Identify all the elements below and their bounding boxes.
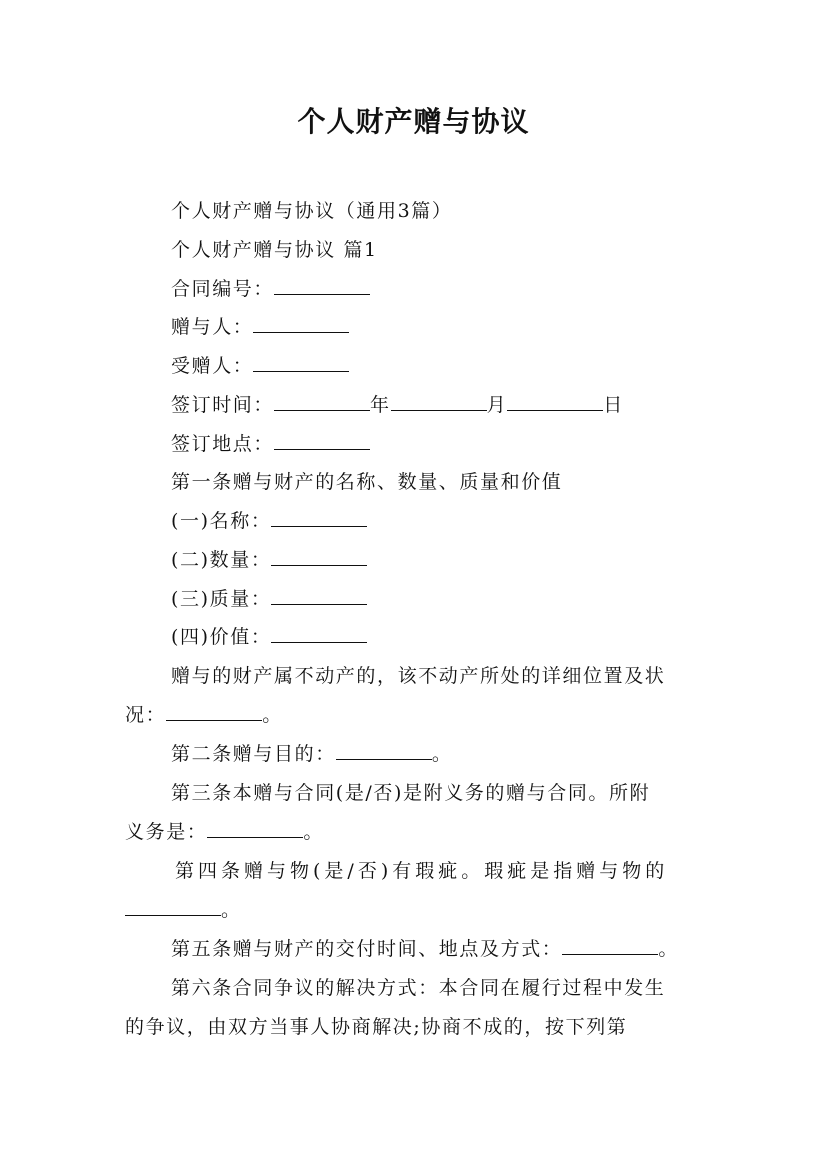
donee-blank[interactable] [253, 353, 349, 372]
contract-number-blank[interactable] [274, 276, 370, 295]
real-estate-paragraph-line-1 [171, 663, 665, 689]
article-4-line-1 [175, 858, 668, 884]
subtitle-text: 个人财产赠与协议（通用3篇） [171, 200, 453, 222]
article-3-text: 第三条本赠与合同(是/否)是附义务的赠与合同。所附 [171, 782, 651, 804]
article-2-line [171, 741, 452, 767]
real-estate-blank[interactable] [166, 702, 262, 721]
year-blank[interactable] [274, 392, 370, 411]
obligation-label: 义务是： [125, 821, 208, 843]
item-value-blank[interactable] [271, 624, 367, 643]
subtitle-line [171, 198, 453, 224]
item-quality-line [171, 586, 367, 612]
defect-blank[interactable] [125, 897, 221, 916]
real-estate-label: 况： [125, 704, 167, 726]
item-quantity-blank[interactable] [271, 547, 367, 566]
purpose-blank[interactable] [336, 741, 432, 760]
item-quantity-label: (二)数量： [171, 549, 272, 571]
item-value-label: (四)价值： [171, 626, 272, 648]
item-quality-label: (三)质量： [171, 588, 272, 610]
month-blank[interactable] [391, 392, 487, 411]
real-estate-text: 赠与的财产属不动产的，该不动产所处的详细位置及状 [171, 665, 666, 687]
donor-blank[interactable] [253, 314, 349, 333]
signing-place-label: 签订地点： [171, 433, 275, 455]
item-name-blank[interactable] [271, 508, 367, 527]
section-heading-text: 个人财产赠与协议 篇1 [171, 239, 378, 261]
item-quantity-line [171, 547, 367, 573]
donor-line [171, 314, 349, 340]
article-1-heading [171, 469, 562, 495]
year-label: 年 [370, 394, 391, 416]
period: 。 [431, 743, 453, 765]
period: 。 [658, 938, 680, 960]
article-5-line [171, 936, 679, 962]
period: 。 [303, 821, 325, 843]
article-6-line-1 [171, 975, 665, 1001]
day-blank[interactable] [507, 392, 603, 411]
article-4-line-2 [125, 897, 242, 923]
real-estate-paragraph-line-2 [125, 702, 283, 728]
document-title: 个人财产赠与协议 [297, 105, 530, 138]
delivery-blank[interactable] [562, 936, 658, 955]
month-label: 月 [486, 394, 508, 416]
section-heading [171, 237, 378, 263]
article-6-continued-text: 的争议，由双方当事人协商解决;协商不成的，按下列第 [125, 1016, 628, 1038]
donee-line [171, 353, 349, 379]
article-3-line-1 [171, 780, 650, 806]
day-label: 日 [603, 394, 624, 416]
donee-label: 受赠人： [171, 355, 254, 377]
article-2-label: 第二条赠与目的： [171, 743, 336, 765]
article-4-text: 第四条赠与物(是/否)有瑕疵。瑕疵是指赠与物的 [175, 860, 669, 882]
article-1-text: 第一条赠与财产的名称、数量、质量和价值 [171, 471, 563, 493]
period: 。 [262, 704, 283, 726]
contract-number-line [171, 276, 370, 302]
item-name-label: (一)名称： [171, 510, 272, 532]
contract-number-label: 合同编号： [171, 278, 275, 300]
article-6-text: 第六条合同争议的解决方式：本合同在履行过程中发生 [171, 977, 666, 999]
item-name-line [171, 508, 367, 534]
article-6-line-2 [125, 1014, 627, 1040]
item-value-line [171, 624, 367, 650]
item-quality-blank[interactable] [271, 586, 367, 605]
signing-place-blank[interactable] [274, 431, 370, 450]
obligation-blank[interactable] [207, 819, 303, 838]
signing-date-label: 签订时间： [171, 394, 275, 416]
donor-label: 赠与人： [171, 316, 254, 338]
period: 。 [221, 899, 242, 921]
signing-date-line [171, 392, 624, 418]
article-5-label: 第五条赠与财产的交付时间、地点及方式： [171, 938, 563, 960]
signing-place-line [171, 431, 370, 457]
article-3-line-2 [125, 819, 324, 845]
